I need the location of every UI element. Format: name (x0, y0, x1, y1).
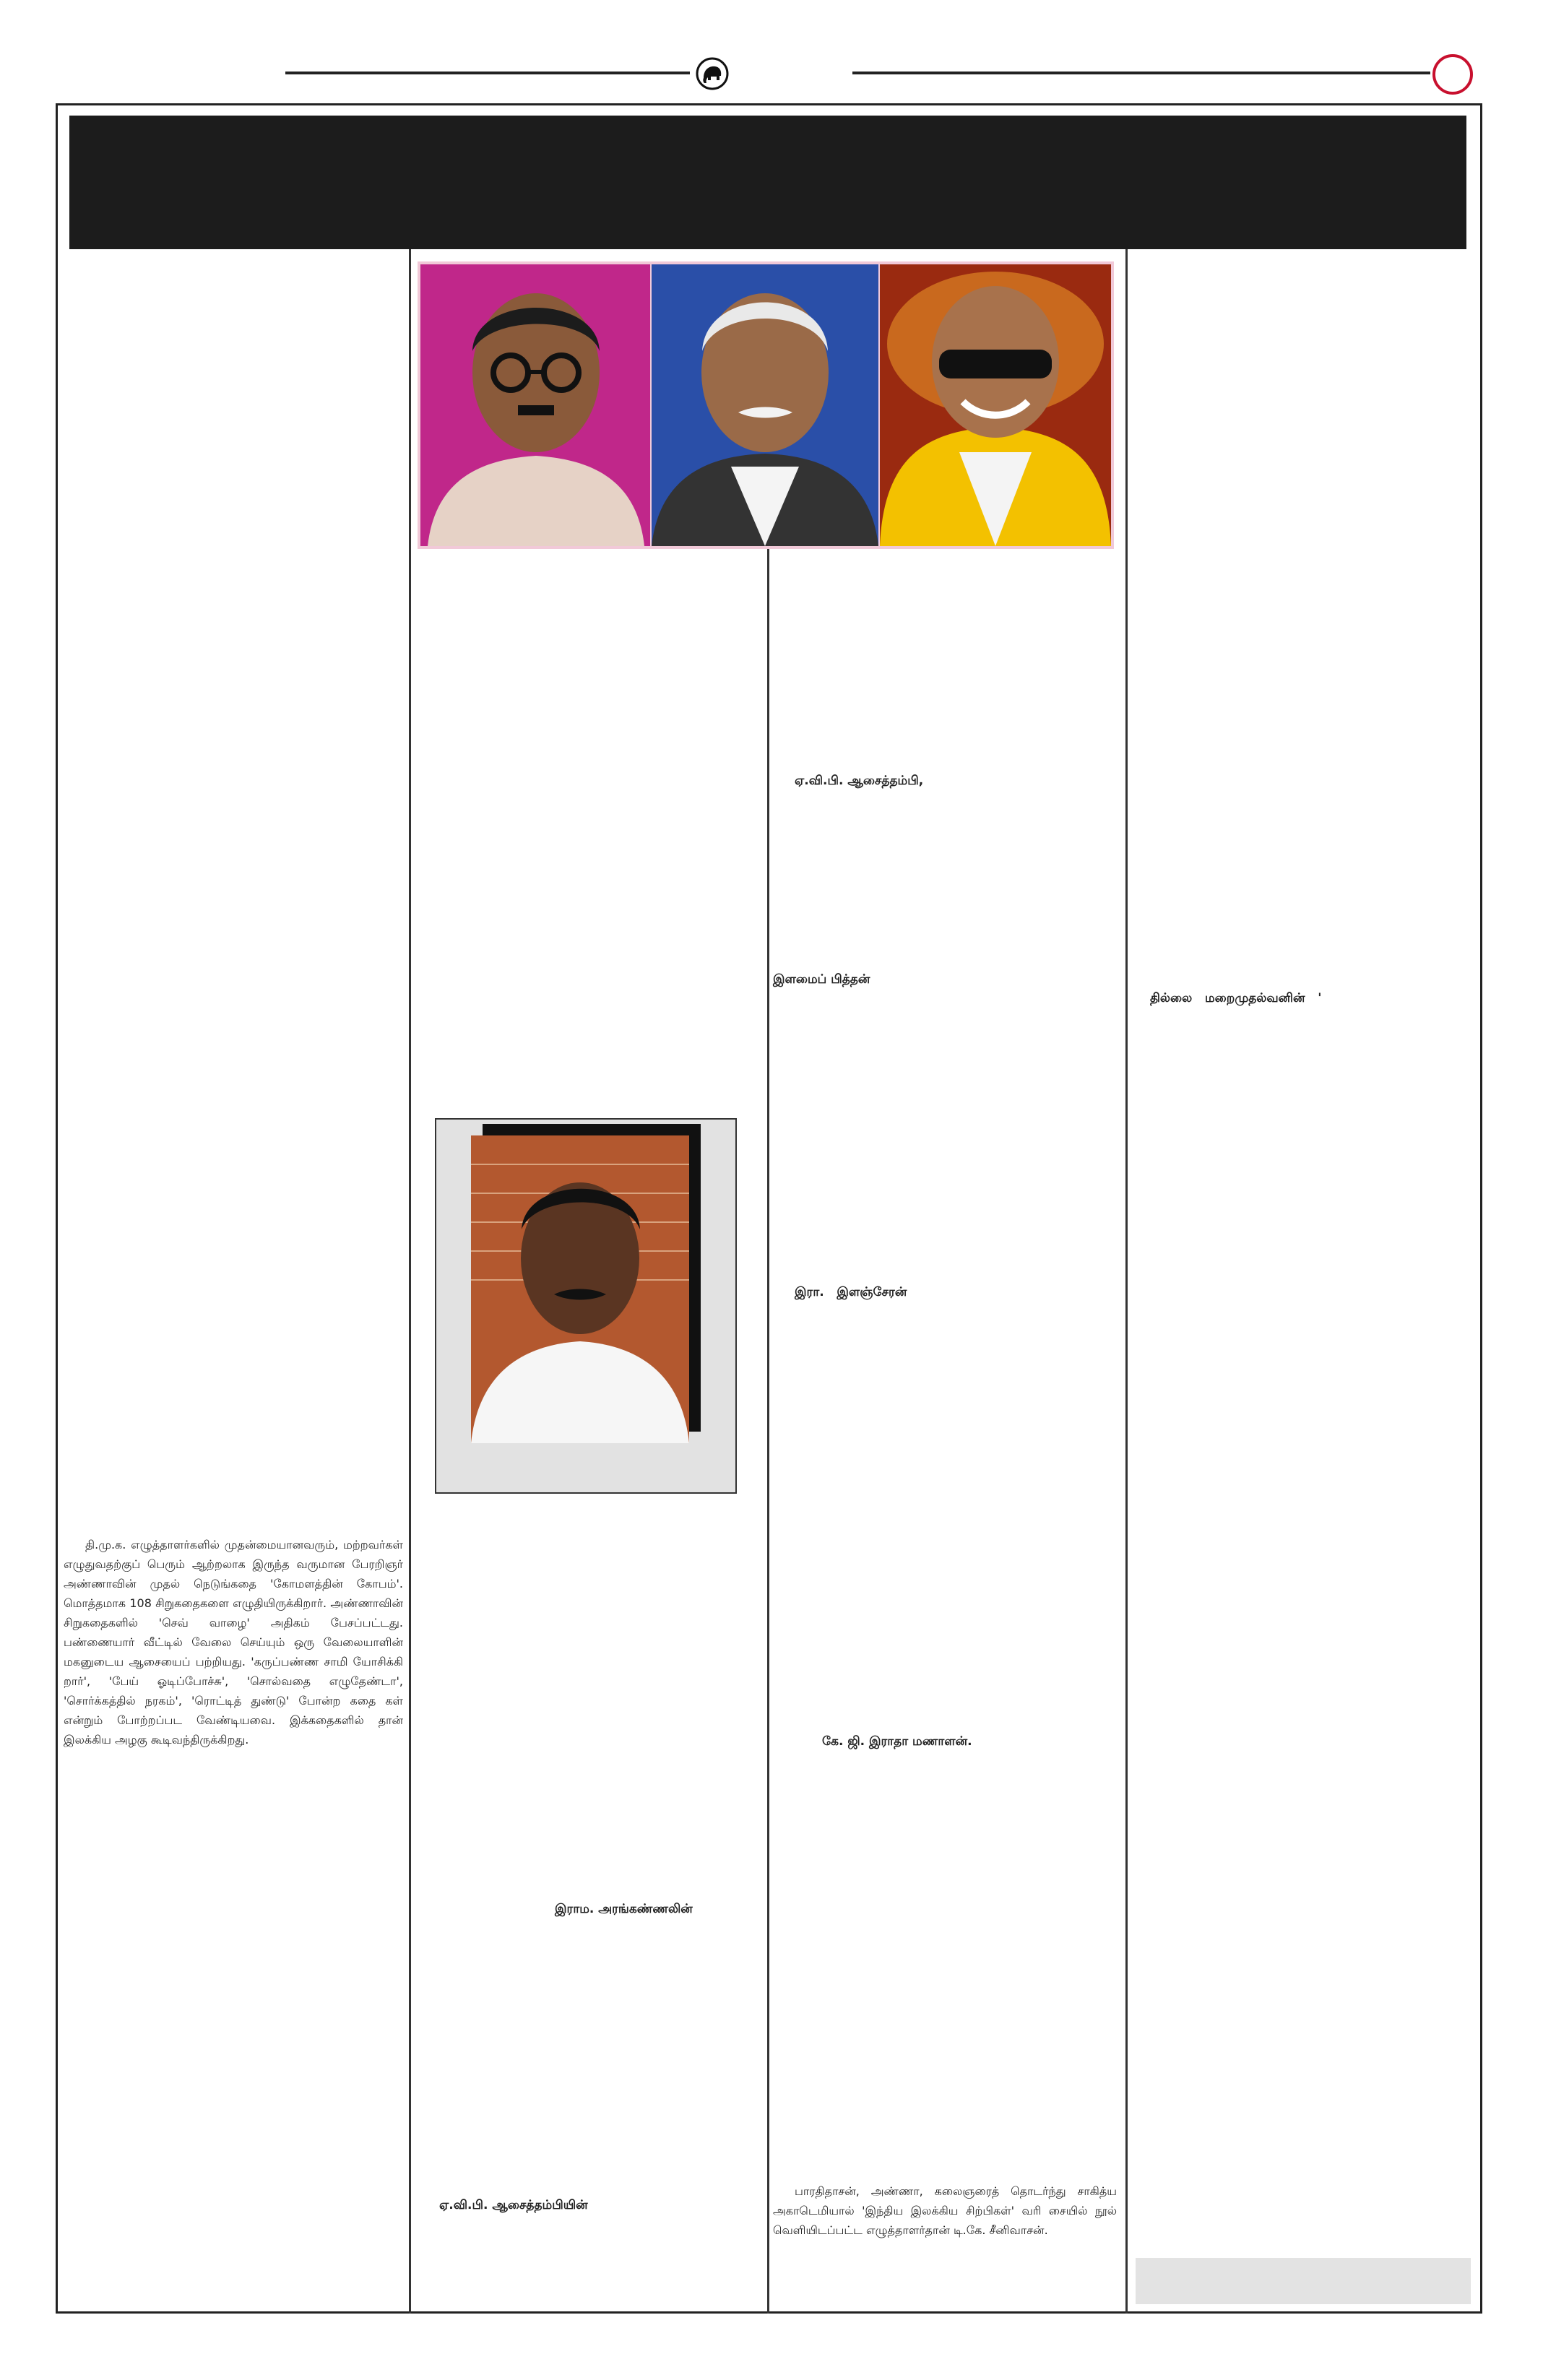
col4-bottom-box (1136, 2258, 1471, 2304)
portrait-2 (652, 264, 878, 546)
inset-photo-box (435, 1118, 737, 1494)
column-divider-2 (767, 549, 769, 2314)
col3-caption-1: ஏ.வி.பி. ஆசைத்தம்பி, (795, 774, 924, 788)
elephant-emblem-icon (695, 56, 730, 91)
column-divider-3 (1125, 249, 1128, 2314)
inset-photo (471, 1135, 689, 1443)
col2-caption-1: இராம. அரங்கண்ணலின் (555, 1902, 693, 1916)
top-portraits (418, 261, 1114, 549)
title-banner (69, 116, 1466, 249)
column-divider-1 (409, 249, 411, 2314)
portrait-3 (880, 264, 1111, 546)
col3-caption-4: கே. ஜி. இராதா மணாளன். (822, 1734, 972, 1749)
col3-caption-3: இரா. இளஞ்சேரன் (795, 1285, 907, 1299)
page-number-circle-icon (1431, 53, 1474, 96)
col3-caption-2: இளமைப் பித்தன் (773, 972, 870, 987)
col4-caption-1: தில்லை மறைமுதல்வனின் ' (1150, 991, 1322, 1005)
portrait-1 (420, 264, 650, 546)
header-rule-right (852, 72, 1430, 74)
col2-caption-2: ஏ.வி.பி. ஆசைத்தம்பியின் (439, 2198, 588, 2212)
col3-paragraph: பாரதிதாசன், அண்ணா, கலைஞரைத் தொடர்ந்து சாகித்ய அகாடெமியால் 'இந்திய இலக்கிய சிற்பிகள்' வரி சையில் நூல் வெளியிடப்பட்ட எழுத்தாளர்தான் டி.கே. சீனிவாசன். (773, 2184, 1117, 2237)
header-rule-left (285, 72, 690, 74)
col1-paragraph: தி.மு.க. எழுத்தாளர்களில் முதன்மையானவரும், மற்றவர்கள் எழுதுவதற்குப் பெரும் ஆற்றலாக இருந்த வருமான பேரறிஞர் அண்ணாவின் முதல் நெடுங்கதை 'கோமளத்தின் கோபம்'. மொத்தமாக 108 சிறுகதைகளை எழுதியிருக்கிறார். அண்ணாவின் சிறுகதைகளில் 'செவ் வாழை' அதிகம் பேசப்பட்டது. பண்ணையார் வீட்டில் வேலை செய்யும் ஒரு வேலையாளின் மகனுடைய ஆசையைப் பற்றியது. 'கருப்பண்ண சாமி யோசிக்கி றார்', 'பேய் ஓடிப்போச்சு', 'சொல்வதை எழுதேண்டா', 'சொர்க்கத்தில் நரகம்', 'ரொட்டித் துண்டு' போன்ற கதை கள் என்றும் போற்றப்பட வேண்டியவை. இக்கதைகளில் தான் இலக்கிய அழகு கூடிவந்திருக்கிறது. (64, 1538, 403, 1747)
